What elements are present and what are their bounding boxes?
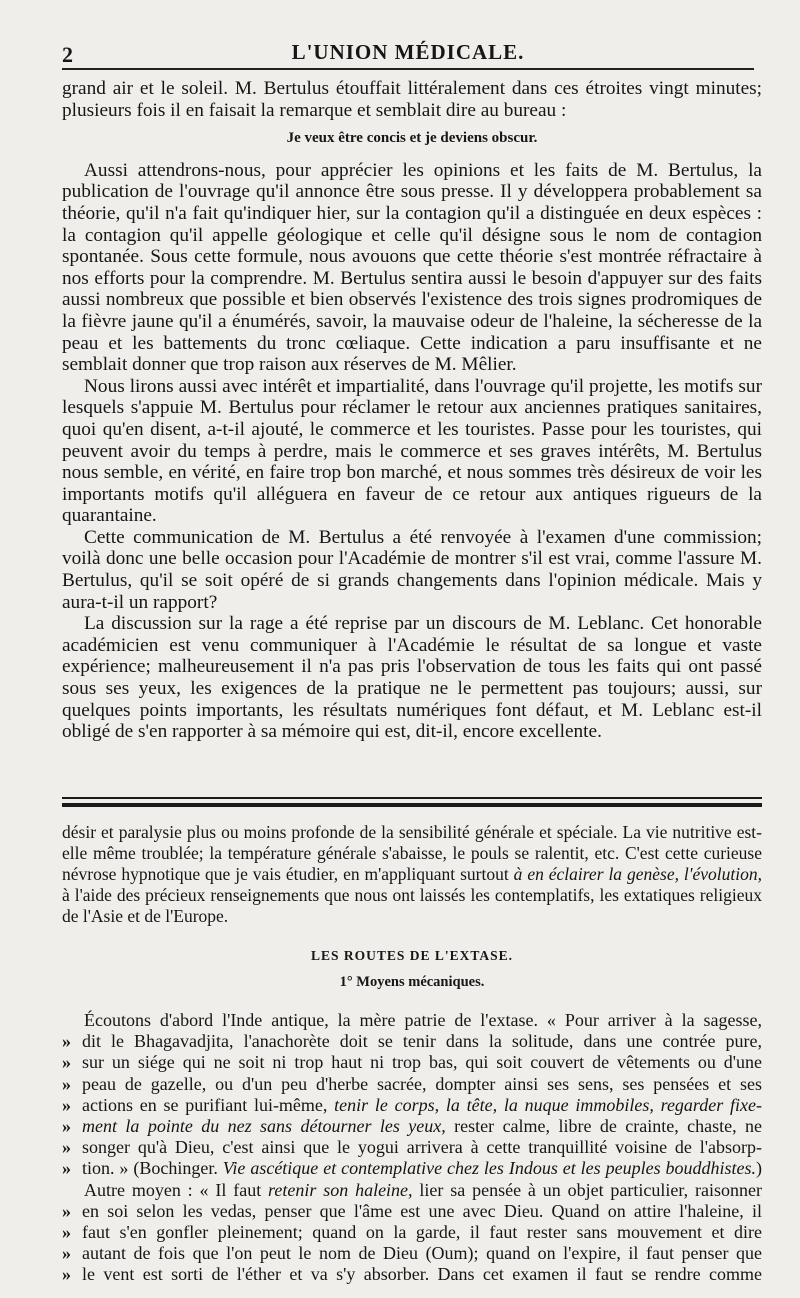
- quote-mark: »: [62, 1137, 71, 1158]
- quote-line: [62, 1201, 762, 1222]
- quoted-passage: [62, 1010, 762, 1286]
- feuilleton-column: [62, 822, 762, 1005]
- quote-line: [62, 1031, 762, 1052]
- quote-line: [62, 1264, 762, 1285]
- line-text: en soi selon les vedas, penser que l'âme est une avec Dieu. Quand on attire l'haleine, il: [82, 1200, 762, 1221]
- italic-run: à en éclairer la genèse, l'évolution,: [513, 864, 762, 884]
- italic-run: tenir le corps, la tête, la nuque immobiles, regarder fixe-: [334, 1094, 762, 1115]
- line-text: peau de gazelle, ou d'un peu d'herbe sacrée, dompter ainsi ses sens, ses pensées et ses: [82, 1073, 762, 1094]
- page-number: 2: [62, 42, 73, 67]
- quote-line: [62, 1116, 762, 1137]
- quote-line: [62, 1180, 762, 1201]
- section-title: LES ROUTES DE L'EXTASE.: [310, 948, 514, 963]
- italic-run: retenir son haleine,: [268, 1179, 413, 1200]
- line-text: faut s'en gonfler pleinement; quand on la garde, il faut rester sans mouvement et dire: [82, 1222, 762, 1243]
- paragraph-continued: grand air et le soleil. M. Bertulus étouffait littéralement dans ces étroites vingt minutes; plusieurs fois il en faisait la remarque et semblait dire au bureau :: [62, 78, 762, 121]
- quote-mark: »: [62, 1158, 71, 1179]
- paragraph: Cette communication de M. Bertulus a été renvoyée à l'examen d'une commission; voilà donc une belle occasion pour l'Académie de montrer s'il est vrai, comme l'assure M. Bertulus, qu'il se soit opéré de si grands changements dans l'opinion médicale. Mais y aura-t-il un rapport?: [62, 526, 762, 613]
- subsection-title: 1° Moyens mécaniques.: [339, 974, 485, 990]
- quote-mark: »: [62, 1222, 71, 1243]
- paragraph: Nous lirons aussi avec intérêt et impartialité, dans l'ouvrage qu'il projette, les motifs sur lesquels s'appuie M. Bertulus pour réclamer le retour aux anciennes pratiques sanitaires, quoi qu'en disent, a-t-il ajouté, le commerce et les touristes. Passe pour les touristes, qui peuvent avoir du temps à perdre, mais le commerce et ses graves intérêts, M. Bertulus nous semble, en vérité, en faire trop bon marché, et nous sommes très désireux de voir les importants motifs qu'il alléguera en faveur de ce retour aux antiques rigueurs de la quarantaine.: [62, 375, 762, 527]
- feuilleton-separator: [62, 797, 762, 807]
- quote-line: [62, 1074, 762, 1095]
- line-text: songer qu'à Dieu, c'est ainsi que le yogui arrivera à cette tranquillité voisine de l'absorp-: [82, 1137, 762, 1158]
- quote-line: [62, 1243, 762, 1264]
- paragraph-continued: [62, 822, 762, 927]
- quote-line: [62, 1095, 762, 1116]
- quote-mark: »: [62, 1052, 71, 1073]
- quote-line: [62, 1137, 762, 1158]
- journal-title: L'UNION MÉDICALE.: [291, 40, 525, 64]
- paragraph: Aussi attendrons-nous, pour apprécier les opinions et les faits de M. Bertulus, la publication de l'ouvrage qu'il annonce être sous presse. Il y développera probablement sa théorie, qu'il n'a fait qu'indiquer hier, sur la contagion qu'il a distinguée en deux espèces : la contagion qu'il appelle géologique et celle qu'il désigne sous le nom de contagion spontanée. Sous cette formule, nous avouons que cette théorie s'est montrée réfractaire à nos efforts pour la comprendre. M. Bertulus sentira aussi le besoin d'appuyer sur des faits aussi nombreux que possible et bien observés l'existence des trois signes prodromiques de la fièvre jaune qu'il a énumérés, savoir, la mauvaise odeur de l'haleine, la sécheresse de la peau et les battements du tronc cœliaque. Cette indication a paru insuffisante et ne semblait donner que trop raison aux réserves de M. Mêlier.: [62, 159, 762, 376]
- quote-mark: »: [62, 1200, 71, 1221]
- line-text: dit le Bhagavadjita, l'anachorète doit se tenir dans la solitude, dans une contrée pure,: [82, 1031, 762, 1052]
- italic-run: ment la pointe du nez sans détourner les yeux,: [82, 1116, 446, 1137]
- line-text: Autre moyen : « Il faut: [84, 1179, 269, 1200]
- quote-line: [62, 1010, 762, 1031]
- quote-mark: »: [62, 1243, 71, 1264]
- quotation: Je veux être concis et je deviens obscur.: [286, 130, 538, 147]
- line-text: le vent est sorti de l'éther et va s'y absorber. Dans cet examen il faut se rendre comme: [82, 1264, 762, 1285]
- line-text: rester calme, libre de crainte, chaste, ne: [445, 1116, 763, 1137]
- quote-mark: »: [62, 1116, 71, 1137]
- line-text: tion. » (Bochinger.: [82, 1158, 223, 1179]
- italic-run: Vie ascétique et contemplative chez les Indous et les peuples bouddhistes.: [222, 1158, 756, 1179]
- line-text: lier sa pensée à un objet particulier, raisonner: [412, 1179, 762, 1200]
- text-run: à l'aide des précieux renseignements que nous ont laissés les contemplatifs, les extatiques religieux de l'Asie et de l'Europe.: [62, 885, 762, 926]
- line-text: sur un siége qui ne soit ni trop haut ni trop bas, qui soit couvert de vêtements ou d'une: [82, 1052, 762, 1073]
- line-text: ): [756, 1158, 762, 1179]
- quote-mark: »: [62, 1073, 71, 1094]
- line-text: Écoutons d'abord l'Inde antique, la mère patrie de l'extase. « Pour arriver à la sagesse,: [84, 1010, 762, 1030]
- page-header: [62, 36, 754, 66]
- line-text: autant de fois que l'on peut le nom de Dieu (Oum); quand on l'expire, il faut penser que: [82, 1243, 762, 1264]
- paragraph: La discussion sur la rage a été reprise par un discours de M. Leblanc. Cet honorable académicien est venu communiquer à l'Académie le résultat de sa longue et vaste expérience; malheureusement il n'a pas pris l'observation de tous les faits qui ont passé sous ses yeux, les exigences de la pratique ne le permettent pas toujours; aussi, sur quelques points importants, les résultats numériques font défaut, et M. Leblanc est-il obligé de s'en rapporter à sa mémoire qui est, dit-il, encore excellente.: [62, 613, 762, 743]
- line-text: actions en se purifiant lui-même,: [82, 1094, 335, 1115]
- quote-mark: »: [62, 1094, 71, 1115]
- quote-mark: »: [62, 1264, 71, 1285]
- article-column: [62, 78, 762, 743]
- header-rule: [62, 68, 754, 70]
- quote-line: [62, 1052, 762, 1073]
- quote-mark: »: [62, 1031, 71, 1052]
- quote-line: [62, 1158, 762, 1179]
- quote-line: [62, 1222, 762, 1243]
- text-run: désir et paralysie plus ou moins profonde de la sensibilité générale et spéciale. La vie nutritive est-elle même troublée; la température générale s'abaisse, le pouls se ralentit, etc. C'est cette curieuse névrose hypnotique que je vais étudier, en m'appliquant surtout: [62, 822, 762, 884]
